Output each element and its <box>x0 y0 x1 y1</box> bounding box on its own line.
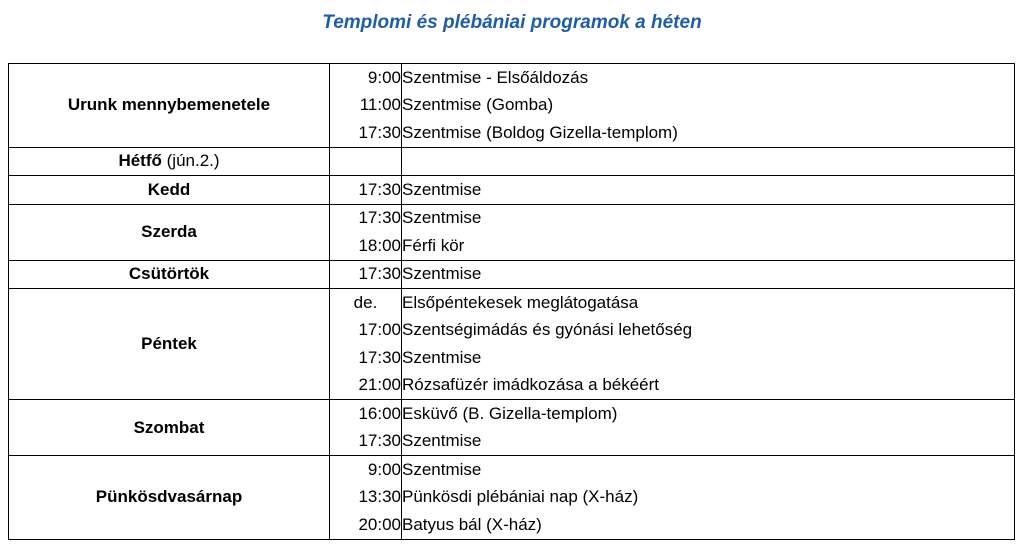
day-cell <box>9 64 330 148</box>
event-time: 17:30 <box>330 428 402 456</box>
event-description: Szentmise <box>402 428 1015 456</box>
schedule-row <box>9 204 1015 232</box>
day-cell <box>9 260 330 289</box>
day-cell <box>9 400 330 456</box>
day-date-note: (jún.2.) <box>161 151 220 171</box>
event-time: 21:00 <box>330 372 402 400</box>
event-description: Férfi kör <box>402 232 1015 260</box>
event-description: Szentmise <box>402 176 1015 205</box>
event-time <box>330 147 402 176</box>
day-name: Hétfő <box>118 151 162 171</box>
day-name: Pünkösdvasárnap <box>95 487 243 507</box>
schedule-row <box>9 400 1015 428</box>
day-cell <box>9 147 330 176</box>
schedule-row <box>9 456 1015 484</box>
event-description: Szentmise <box>402 260 1015 289</box>
event-time: 13:30 <box>330 484 402 512</box>
schedule-row <box>9 64 1015 92</box>
day-cell <box>9 176 330 205</box>
schedule-row <box>9 147 1015 176</box>
day-cell <box>9 289 330 400</box>
event-description: Szentmise <box>402 456 1015 484</box>
event-time: 9:00 <box>330 64 402 92</box>
event-description: Szentmise (Gomba) <box>402 92 1015 120</box>
event-description: Szentségimádás és gyónási lehetőség <box>402 317 1015 345</box>
day-name: Csütörtök <box>128 264 210 284</box>
schedule-row <box>9 260 1015 289</box>
event-description: Pünkösdi plébániai nap (X-ház) <box>402 484 1015 512</box>
event-description <box>402 147 1015 176</box>
event-time: 18:00 <box>330 232 402 260</box>
event-time: 17:30 <box>330 260 402 289</box>
day-cell <box>9 204 330 260</box>
event-description: Esküvő (B. Gizella-templom) <box>402 400 1015 428</box>
day-cell <box>9 456 330 540</box>
day-name: Urunk mennybemenetele <box>67 95 271 115</box>
event-time: 9:00 <box>330 456 402 484</box>
schedule-row <box>9 289 1015 317</box>
event-description: Szentmise <box>402 204 1015 232</box>
event-description: Rózsafüzér imádkozása a békéért <box>402 372 1015 400</box>
event-time: 11:00 <box>330 92 402 120</box>
event-description: Szentmise <box>402 344 1015 372</box>
event-time: 17:30 <box>330 204 402 232</box>
event-time: 16:00 <box>330 400 402 428</box>
day-name: Szombat <box>133 417 205 437</box>
event-description: Szentmise - Elsőáldozás <box>402 64 1015 92</box>
schedule-table <box>8 63 1015 540</box>
event-time: de. <box>330 289 402 317</box>
event-time: 17:30 <box>330 119 402 147</box>
day-name: Szerda <box>141 222 197 241</box>
day-name: Kedd <box>147 179 191 199</box>
schedule-body <box>9 64 1015 540</box>
event-time: 20:00 <box>330 511 402 539</box>
event-time: 17:00 <box>330 317 402 345</box>
event-time: 17:30 <box>330 176 402 205</box>
event-description: Szentmise (Boldog Gizella-templom) <box>402 119 1015 147</box>
event-description: Batyus bál (X-ház) <box>402 511 1015 539</box>
schedule-row <box>9 176 1015 205</box>
page-title: Templomi és plébániai programok a héten <box>322 12 702 33</box>
event-time: 17:30 <box>330 344 402 372</box>
event-description: Elsőpéntekesek meglátogatása <box>402 289 1015 317</box>
day-name: Péntek <box>141 334 197 353</box>
